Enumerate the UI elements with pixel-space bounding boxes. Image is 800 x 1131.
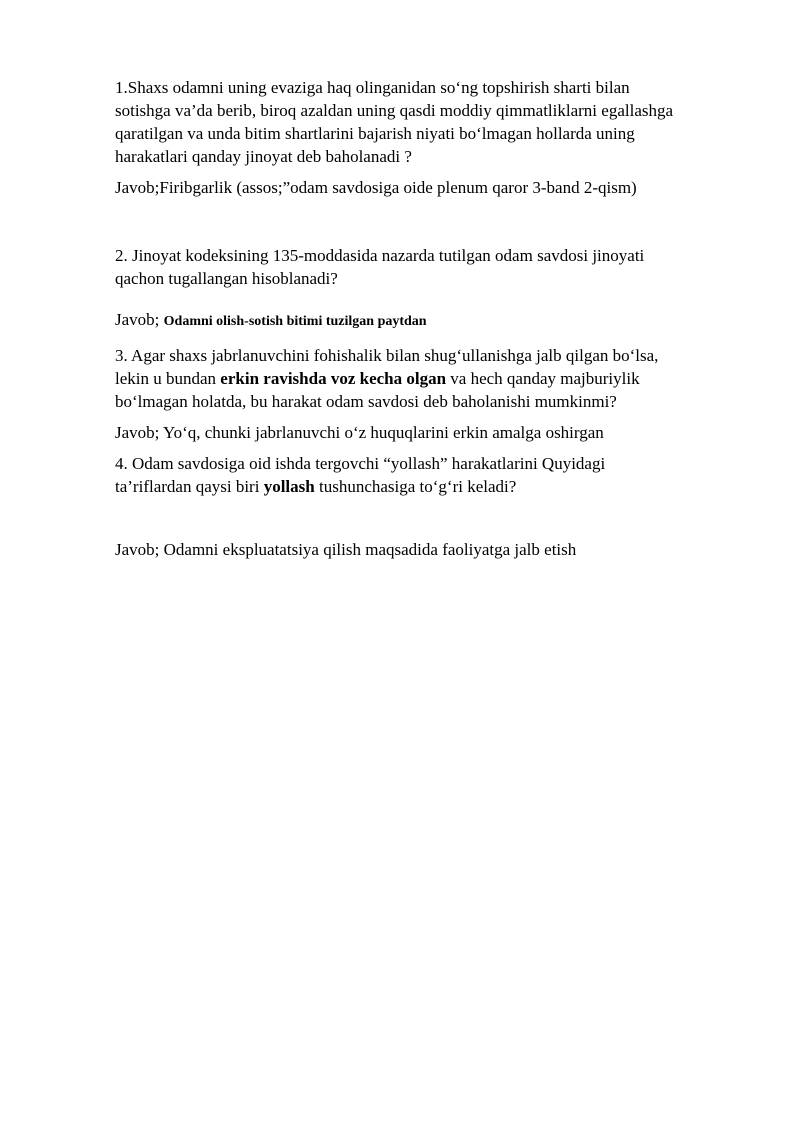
question-4-line-1: 4. Odam savdosiga oid ishda tergovchi “yollash” harakatlarini Quyidagi bbox=[115, 454, 606, 473]
question-3-line-1: 3. Agar shaxs jabrlanuvchini fohishalik bilan shug‘ullanishga jalb qilgan bo‘lsa, bbox=[115, 346, 659, 365]
answer-1-text: Javob;Firibgarlik (assos;”odam savdosiga oide plenum qaror 3-band 2-qism) bbox=[115, 178, 637, 197]
answer-2-prefix: Javob; bbox=[115, 310, 164, 329]
question-3-bold-phrase: erkin ravishda voz kecha olgan bbox=[220, 369, 447, 388]
question-3 bbox=[115, 344, 755, 413]
answer-3 bbox=[115, 421, 755, 444]
answer-1 bbox=[115, 176, 755, 199]
question-1-line-2: sotishga va’da berib, biroq azaldan uning qasdi moddiy qimmatliklarni egallashga bbox=[115, 101, 674, 120]
question-4-line-2 bbox=[115, 475, 755, 498]
question-2-line-1: 2. Jinoyat kodeksining 135-moddasida nazarda tutilgan odam savdosi jinoyati bbox=[115, 246, 645, 265]
question-2-line-2: qachon tugallangan hisoblanadi? bbox=[115, 269, 338, 288]
answer-2-line bbox=[115, 308, 755, 333]
question-3-line-3: bo‘lmagan holatda, bu harakat odam savdosi deb baholanishi mumkinmi? bbox=[115, 392, 617, 411]
answer-2 bbox=[115, 308, 755, 333]
answer-4-text: Javob; Odamni ekspluatatsiya qilish maqsadida faoliyatga jalb etish bbox=[115, 540, 577, 559]
question-1-line-4: harakatlari qanday jinoyat deb baholanadi ? bbox=[115, 147, 412, 166]
answer-4 bbox=[115, 538, 755, 561]
question-1-line-1: 1.Shaxs odamni uning evaziga haq olinganidan so‘ng topshirish sharti bilan bbox=[115, 78, 630, 97]
answer-2-text: Odamni olish-sotish bitimi tuzilgan paytdan bbox=[163, 314, 427, 329]
question-3-line-2 bbox=[115, 367, 755, 390]
document-page bbox=[115, 76, 755, 561]
question-4-line-2-before: ta’riflardan qaysi biri bbox=[115, 477, 264, 496]
answer-3-text: Javob; Yo‘q, chunki jabrlanuvchi o‘z huquqlarini erkin amalga oshirgan bbox=[115, 423, 604, 442]
question-4-bold-word: yollash bbox=[263, 477, 315, 496]
question-4 bbox=[115, 452, 755, 498]
question-1 bbox=[115, 76, 755, 168]
question-2 bbox=[115, 244, 755, 290]
question-1-line-3: qaratilgan va unda bitim shartlarini bajarish niyati bo‘lmagan hollarda uning bbox=[115, 124, 635, 143]
question-3-line-2-after: va hech qanday majburiylik bbox=[446, 369, 640, 388]
question-3-line-2-before: lekin u bundan bbox=[115, 369, 221, 388]
question-4-line-2-after: tushunchasiga to‘g‘ri keladi? bbox=[314, 477, 517, 496]
